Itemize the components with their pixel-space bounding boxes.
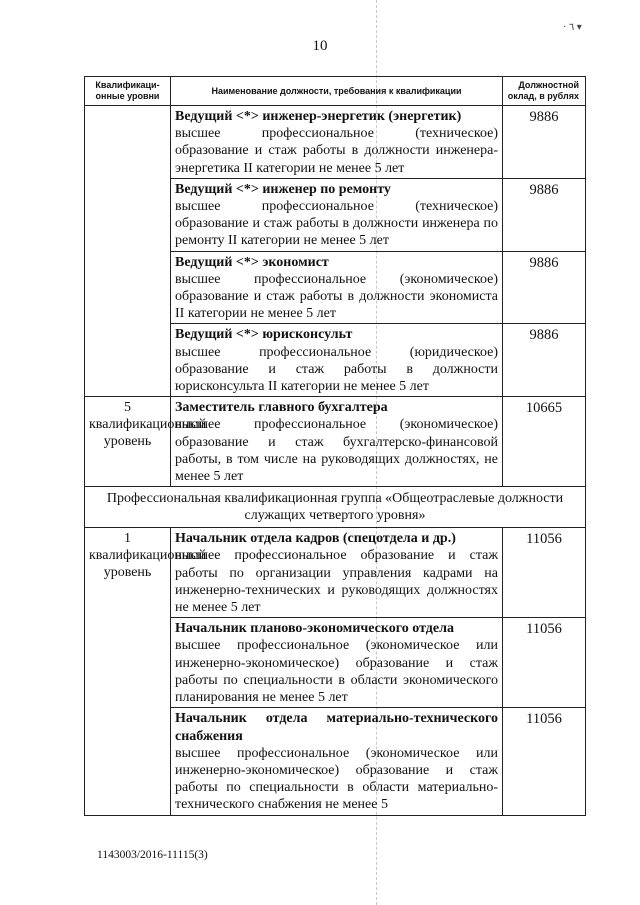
header-salary: Должностной оклад, в рублях: [503, 77, 586, 106]
position-requirement: высшее профессиональное (экономическое) образование и стаж работы в должности экономиста II категории не менее 5 лет: [175, 271, 498, 322]
salary-cell: 11056: [503, 528, 586, 618]
salary-cell: 10665: [503, 397, 586, 487]
salary-cell: 11056: [503, 708, 586, 815]
salary-cell: 11056: [503, 618, 586, 708]
salary-cell: 9886: [503, 106, 586, 179]
position-cell: [171, 397, 503, 487]
position-title: Ведущий <*> инженер по ремонту: [175, 181, 391, 197]
group-header-row: [85, 487, 586, 528]
table-row: [85, 106, 586, 179]
position-title: Начальник отдела материально-технического снабжения: [175, 711, 498, 744]
position-requirement: высшее профессиональное (экономическое или инженерно-экономическое) образование и стаж работы по специальности в области материально-технического снабжения не менее 5: [175, 745, 498, 813]
position-requirement: высшее профессиональное образование и стаж работы по организации управления кадрами на инженерно-технических и руководящих должностях не менее 5 лет: [175, 548, 498, 616]
level-cell: 5 квалификационный уровень: [85, 397, 171, 487]
page-number: 10: [312, 38, 328, 54]
position-requirement: высшее профессиональное (экономическое или инженерно-экономическое) образование и стаж работы по специальности в области экономического планирования не менее 5 лет: [175, 638, 498, 706]
table-row: [85, 397, 586, 487]
document-code: 1143003/2016-11115(3): [97, 849, 208, 861]
position-requirement: высшее профессиональное (экономическое) образование и стаж бухгалтерско-финансовой работы, в том числе на руководящих должностях, не менее 5 лет: [175, 417, 498, 485]
position-cell: [171, 618, 503, 708]
position-requirement: высшее профессиональное (юридическое) образование и стаж работы в должности юрисконсульта II категории не менее 5 лет: [175, 344, 498, 395]
position-title: Начальник планово-экономического отдела: [175, 621, 454, 637]
position-requirement: высшее профессиональное (техническое) образование и стаж работы в должности инженера-энергетика II категории не менее 5 лет: [175, 126, 498, 176]
group-header: Профессиональная квалификационная группа «Общеотраслевые должности служащих четвертого уровня»: [85, 487, 586, 528]
level-cell: [85, 106, 171, 397]
salary-cell: 9886: [503, 251, 586, 324]
salary-cell: 9886: [503, 324, 586, 397]
position-cell: [171, 251, 503, 324]
position-cell: [171, 106, 503, 179]
qualification-table: [84, 76, 586, 816]
position-title: Ведущий <*> инженер-энергетик (энергетик): [175, 109, 462, 124]
position-cell: [171, 708, 503, 815]
header-position: Наименование должности, требования к квалификации: [171, 77, 503, 106]
position-cell: [171, 324, 503, 397]
position-title: Ведущий <*> экономист: [175, 254, 329, 270]
position-cell: [171, 178, 503, 251]
position-requirement: высшее профессиональное (техническое) образование и стаж работы в должности инженера по ремонту II категории не менее 5 лет: [175, 199, 498, 249]
corner-marks: · ٦ ▾: [563, 22, 582, 33]
table-row: [85, 528, 586, 618]
table-header-row: [85, 77, 586, 106]
position-cell: [171, 528, 503, 618]
position-title: Ведущий <*> юрисконсульт: [175, 327, 353, 343]
level-cell: 1 квалификационный уровень: [85, 528, 171, 815]
position-title: Начальник отдела кадров (спецотдела и др.): [175, 531, 456, 547]
header-level: Квалификаци-онные уровни: [85, 77, 171, 106]
position-title: Заместитель главного бухгалтера: [175, 400, 388, 416]
salary-cell: 9886: [503, 178, 586, 251]
